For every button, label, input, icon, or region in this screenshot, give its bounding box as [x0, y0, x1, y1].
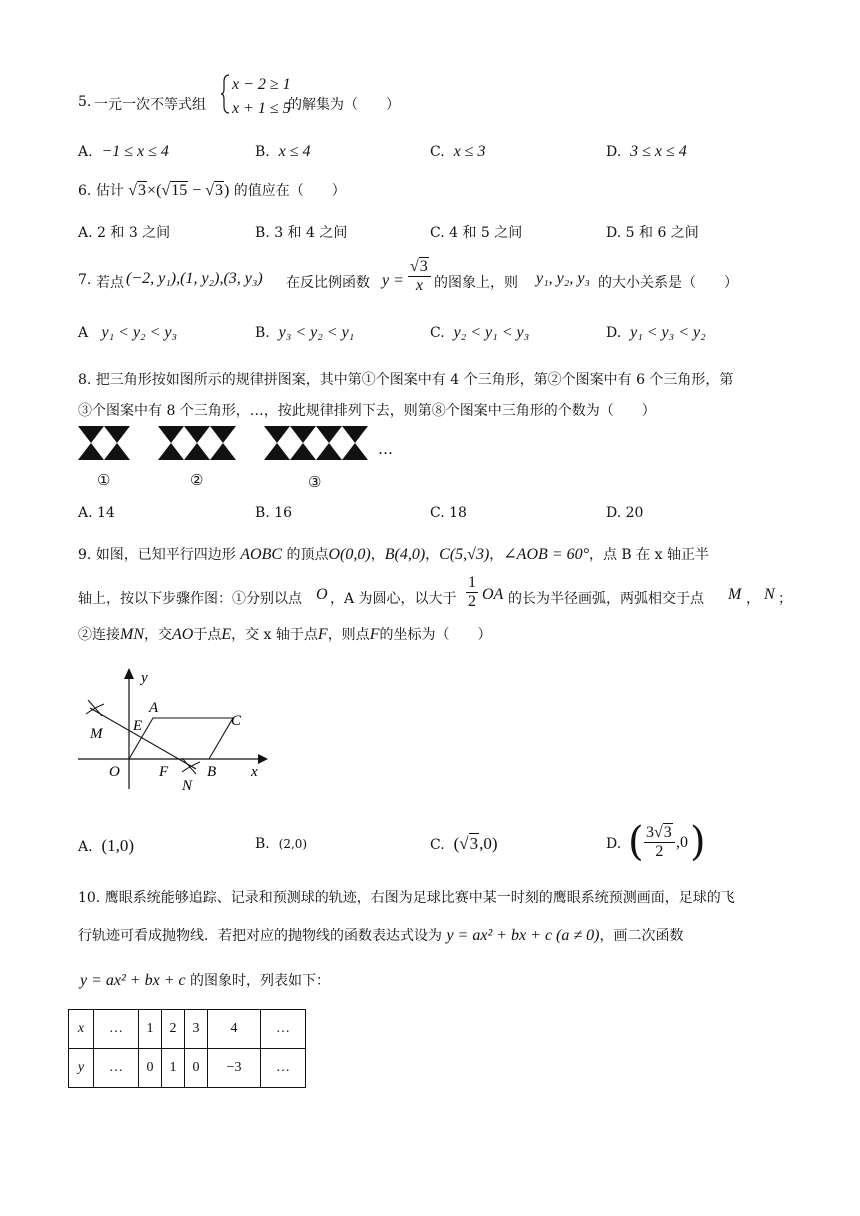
q9-line-3: ②连接MN，交AO于点E，交 x 轴于点F，则点F的坐标为（ ）: [78, 626, 492, 643]
q6-number: 6.: [78, 183, 92, 199]
q6-expression: √3×(√15 − √3): [128, 182, 230, 199]
q7-func-lhs: y =: [382, 272, 404, 289]
q5-option-a[interactable]: A. −1 ≤ x ≤ 4: [78, 143, 169, 160]
q9-label-b: B: [207, 764, 217, 780]
q7-mid: 在反比例函数: [286, 275, 370, 291]
q7-option-d[interactable]: D. y₁ < y₃ < y₂: [606, 324, 706, 341]
q6-option-a[interactable]: A. 2 和 3 之间: [78, 225, 171, 241]
table-cell: 2: [162, 1010, 185, 1049]
q9-option-a[interactable]: A. (1,0): [78, 836, 135, 855]
q7-func-fraction: $\frac{√3}{x}$: [408, 258, 431, 295]
q6-lead: 估计: [95, 183, 124, 199]
table-cell: 4: [208, 1010, 261, 1049]
q5-brace-icon: [221, 74, 231, 114]
table-cell: …: [94, 1049, 139, 1088]
q5-lead: 一元一次不等式组: [94, 97, 206, 113]
q5-option-b[interactable]: B. x ≤ 4: [255, 143, 311, 160]
q9-label-o: O: [109, 764, 120, 780]
q7-points: (−2, y₁),(1, y₂),(3, y₃): [126, 270, 263, 287]
q8-option-b[interactable]: B. 16: [255, 505, 293, 521]
q8-pattern-2: [158, 426, 236, 460]
q6-option-b[interactable]: B. 3 和 4 之间: [255, 225, 348, 241]
q7-option-b[interactable]: B. y₃ < y₂ < y₁: [255, 324, 355, 341]
table-cell: 3: [185, 1010, 208, 1049]
table-cell: y: [69, 1049, 94, 1088]
q6-option-c[interactable]: C. 4 和 5 之间: [430, 225, 523, 241]
q6-line: [78, 180, 346, 200]
q10-value-table: [68, 1009, 306, 1088]
q9-label-x: x: [251, 764, 258, 780]
q8-line-2: ③个图案中有 8 个三角形，…，按此规律排列下去，则第⑧个图案中三角形的个数为（ ）: [78, 403, 656, 419]
q10-line-3: y = ax² + bx + c 的图象时，列表如下：: [80, 972, 331, 989]
q9-figure: [78, 664, 288, 794]
q8-triangle-patterns: [78, 426, 408, 466]
q8-option-a[interactable]: A. 14: [78, 505, 115, 521]
table-cell: …: [261, 1049, 306, 1088]
q8-label-3: ③: [308, 473, 322, 491]
q7-vars: y₁, y₂, y₃: [536, 270, 590, 287]
q7-lead: 若点: [96, 275, 124, 291]
q5-number: 5.: [78, 94, 92, 110]
q10-line-2: 行轨迹可看成抛物线．若把对应的抛物线的函数表达式设为 y = ax² + bx + c (a ≠ 0)，画二次函数: [78, 927, 684, 944]
q8-pattern-1: [78, 426, 130, 460]
table-cell: −3: [208, 1049, 261, 1088]
q9-option-c[interactable]: C. (√3,0): [430, 834, 498, 853]
q5-option-c[interactable]: C. x ≤ 3: [430, 143, 486, 160]
q9-label-n: N: [182, 778, 193, 794]
q8-label-1: ①: [97, 471, 111, 489]
q7-option-a[interactable]: A y₁ < y₂ < y₃: [78, 324, 178, 341]
q9-label-c: C: [231, 713, 242, 729]
q9-option-b[interactable]: B. (2,0): [255, 836, 308, 852]
q5-eq2: x + 1 ≤ 5: [232, 100, 291, 117]
q8-option-d[interactable]: D. 20: [606, 505, 644, 521]
q9-label-e: E: [133, 718, 143, 734]
q5-eq1: x − 2 ≥ 1: [232, 76, 291, 93]
q8-label-2: ②: [190, 471, 204, 489]
q7-number: 7.: [78, 272, 92, 288]
q9-label-y: y: [141, 670, 148, 686]
q8-line-1: 8. 把三角形按如图所示的规律拼图案，其中第①个图案中有 4 个三角形，第②个图案中有 6 个三角形，第: [78, 372, 734, 388]
table-cell: 0: [139, 1049, 162, 1088]
q8-ellipsis: …: [378, 440, 393, 458]
q9-label-m: M: [90, 726, 103, 742]
q8-pattern-3: [264, 426, 368, 460]
q7-mid2: 的图象上，则: [434, 275, 518, 291]
q9-label-f: F: [159, 764, 169, 780]
table-row: [69, 1010, 306, 1049]
q8-option-c[interactable]: C. 18: [430, 505, 467, 521]
table-cell: 1: [162, 1049, 185, 1088]
q5-tail: 的解集为（ ）: [288, 97, 400, 113]
q10-line-1: 10. 鹰眼系统能够追踪、记录和预测球的轨迹，右图为足球比赛中某一时刻的鹰眼系统预测画面，足球的飞: [78, 890, 735, 906]
q9-label-a: A: [149, 700, 159, 716]
q7-option-c[interactable]: C. y₂ < y₁ < y₃: [430, 324, 530, 341]
table-row: [69, 1049, 306, 1088]
table-cell: 1: [139, 1010, 162, 1049]
q7-tail: 的大小关系是（ ）: [598, 275, 738, 291]
q6-tail: 的值应在（ ）: [233, 183, 346, 199]
table-cell: x: [69, 1010, 94, 1049]
q9-line-1: 9. 如图，已知平行四边形 AOBC 的顶点O(0,0)，B(4,0)，C(5,√3)，∠AOB = 60°，点 B 在 x 轴正半: [78, 546, 709, 563]
q6-option-d[interactable]: D. 5 和 6 之间: [606, 225, 699, 241]
table-cell: …: [94, 1010, 139, 1049]
table-cell: 0: [185, 1049, 208, 1088]
table-cell: …: [261, 1010, 306, 1049]
q5-option-d[interactable]: D. 3 ≤ x ≤ 4: [606, 143, 687, 160]
